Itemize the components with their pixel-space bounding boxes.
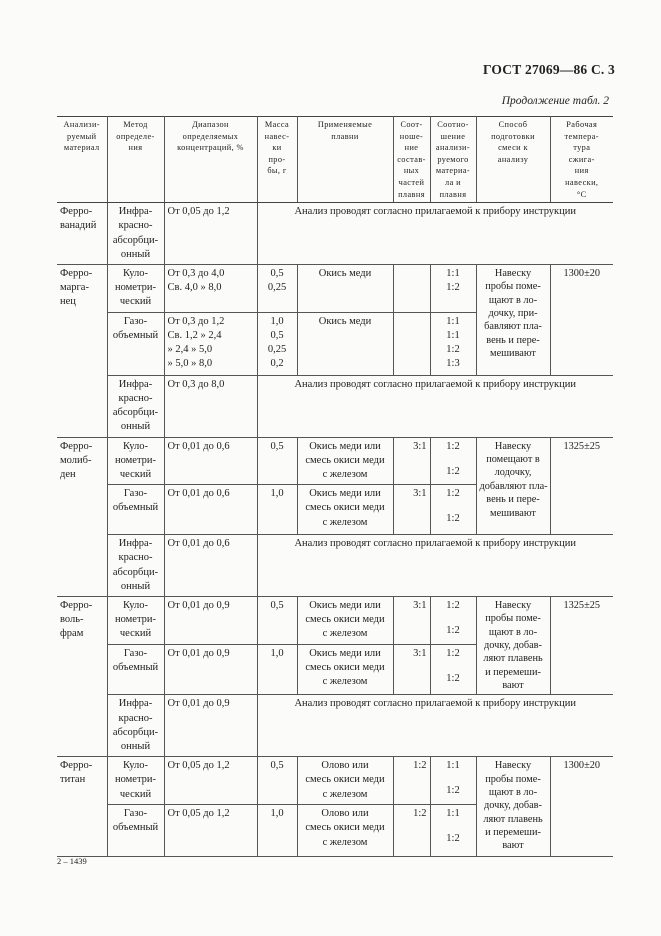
cell-line: абсорбци-	[112, 234, 159, 246]
cell-line: вают	[502, 840, 524, 852]
instruction-note-text: Анализ проводят согласно прилагаемой к прибору инструкции	[294, 206, 577, 218]
document-header-title: ГОСТ 27069—86 С. 3	[482, 62, 615, 77]
cell-line: красно-	[118, 712, 153, 724]
method-cell	[107, 203, 164, 265]
cell-line: От 0,01 до 0,6	[167, 440, 230, 452]
col-header-material-flux-ratio	[430, 117, 476, 203]
cell-line: Олово или	[321, 808, 369, 820]
cell-line: 0,5	[270, 440, 284, 452]
cell-line: ванадий	[60, 220, 97, 232]
cell-line: 1:2	[446, 440, 460, 452]
cell-line: Св. 1,2 » 2,4	[167, 330, 222, 342]
cell-line: От 0,01 до 0,6	[167, 538, 230, 550]
cell-line: ляют плавень	[483, 653, 543, 665]
instruction-note-cell	[257, 535, 613, 597]
cell-line: объемный	[112, 502, 159, 514]
flux-ratio-cell	[393, 805, 430, 857]
cell-line: От 0,05 до 1,2	[167, 206, 230, 218]
cell-line: объемный	[112, 330, 159, 342]
cell-line: Навеску	[494, 440, 532, 452]
cell-line: определе-	[116, 131, 155, 141]
sample-mass-cell	[257, 312, 297, 375]
flux-ratio-cell	[393, 264, 430, 312]
cell-line	[434, 454, 473, 465]
cell-line: Соот-	[400, 120, 423, 129]
cell-line: плавня	[398, 189, 425, 199]
cell-line: Способ	[498, 120, 528, 129]
cell-line: ческий	[119, 296, 152, 308]
cell-line: От 0,01 до 0,9	[167, 599, 230, 611]
method-cell	[107, 757, 164, 805]
flux-cell	[297, 312, 393, 375]
concentration-range-cell	[164, 695, 257, 757]
table-row	[57, 437, 613, 485]
cell-line: 1:2	[446, 513, 460, 525]
cell-line: с железом	[322, 468, 368, 480]
cell-line: Ферро-	[60, 440, 93, 452]
cell-line: с железом	[322, 628, 368, 640]
col-header-method	[107, 117, 164, 203]
cell-line: Инфра-	[118, 206, 153, 218]
cell-line: онный	[120, 421, 151, 433]
cell-line: плавни	[331, 131, 359, 141]
material-flux-ratio-cell	[430, 805, 476, 857]
flux-ratio-cell	[393, 757, 430, 805]
cell-line: 1:1	[446, 267, 460, 279]
cell-line: дочку, добав-	[484, 639, 542, 651]
material-cell	[57, 203, 107, 265]
method-cell	[107, 535, 164, 597]
cell-line: Рабочая	[566, 120, 598, 129]
concentration-range-cell	[164, 757, 257, 805]
cell-line: 1:2	[446, 599, 460, 611]
cell-line: щают в ло-	[488, 786, 538, 798]
method-cell	[107, 596, 164, 644]
concentration-range-cell	[164, 312, 257, 375]
cell-line: Св. 4,0 » 8,0	[167, 282, 222, 294]
cell-line: Ферро-	[60, 267, 93, 279]
cell-line: Куло-	[123, 599, 148, 611]
cell-line: Окись меди или	[309, 488, 381, 500]
material-flux-ratio-cell	[430, 312, 476, 375]
col-header-mass	[257, 117, 297, 203]
cell-line: От 0,01 до 0,6	[167, 488, 230, 500]
sample-mass-cell	[257, 437, 297, 485]
cell-line: навес-	[264, 131, 290, 141]
flux-ratio-cell	[393, 312, 430, 375]
cell-line: Инфра-	[118, 538, 153, 550]
cell-line: смесь окиси меди	[305, 774, 385, 786]
cell-line: лодочку,	[494, 467, 532, 479]
cell-line: плавня	[439, 189, 467, 199]
cell-line: ден	[60, 468, 76, 480]
table-row	[57, 203, 613, 265]
cell-line: мешивают	[490, 348, 536, 360]
cell-line: 1:1	[446, 760, 460, 772]
cell-line: Масса	[264, 120, 290, 129]
cell-line: От 0,01 до 0,9	[167, 698, 230, 710]
temperature-cell: 1300±20	[550, 264, 613, 375]
cell-line: анализи-	[435, 143, 471, 153]
material-flux-ratio-cell	[430, 485, 476, 535]
cell-line: пробы поме-	[485, 281, 541, 293]
cell-line: °С	[576, 189, 587, 199]
method-cell	[107, 645, 164, 695]
cell-line: 1,0	[270, 808, 284, 820]
col-header-flux	[297, 117, 393, 203]
cell-line: тура	[573, 143, 591, 153]
cell-line: Газо-	[123, 808, 148, 820]
flux-cell	[297, 805, 393, 857]
cell-line: нометри-	[114, 282, 157, 294]
cell-line: » 5,0 » 8,0	[167, 358, 213, 370]
cell-line: Ферро-	[60, 599, 93, 611]
cell-line: Окись меди или	[309, 648, 381, 660]
cell-line: нометри-	[114, 614, 157, 626]
cell-line: про-	[268, 154, 286, 164]
material-cell	[57, 437, 107, 596]
flux-cell	[297, 264, 393, 312]
cell-line: щают в ло-	[488, 626, 538, 638]
flux-ratio-cell	[393, 596, 430, 644]
table-continuation-label: Продолжение табл. 2	[501, 95, 609, 107]
cell-line: ноше-	[399, 131, 424, 141]
concentration-range-cell	[164, 203, 257, 265]
table-row	[57, 695, 613, 757]
cell-line: красно-	[118, 552, 153, 564]
cell-line: фрам	[60, 628, 84, 640]
cell-line: руемого	[437, 154, 469, 164]
cell-line: концентраций, %	[177, 143, 244, 153]
table-body	[57, 203, 613, 857]
cell-line: Навеску	[494, 599, 532, 611]
cell-line: руемый	[67, 131, 97, 141]
cell-line: темпера-	[564, 131, 599, 141]
cell-line: 1:2	[446, 488, 460, 500]
cell-line: 3:1	[413, 440, 427, 452]
material-flux-ratio-cell	[430, 645, 476, 695]
sample-mass-cell	[257, 757, 297, 805]
cell-line: нец	[60, 296, 76, 308]
method-cell	[107, 312, 164, 375]
sample-mass-cell	[257, 596, 297, 644]
cell-line: с железом	[322, 676, 368, 688]
cell-line: ния	[574, 166, 589, 176]
cell-line: смесь окиси меди	[305, 454, 385, 466]
cell-line: 1:2	[446, 833, 460, 845]
cell-line: дочку, добав-	[484, 800, 542, 812]
cell-line: с железом	[322, 516, 368, 528]
cell-line: молиб-	[60, 454, 92, 466]
cell-line: навески,	[565, 178, 599, 188]
cell-line: с железом	[322, 836, 368, 848]
cell-line: Соотно-	[437, 120, 469, 129]
cell-line: 1:1	[446, 808, 460, 820]
cell-line: Окись меди	[318, 315, 372, 327]
method-cell	[107, 695, 164, 757]
instruction-note-cell	[257, 203, 613, 265]
concentration-range-cell	[164, 805, 257, 857]
cell-line: 0,5	[270, 599, 284, 611]
cell-line: От 0,05 до 1,2	[167, 760, 230, 772]
cell-line: » 2,4 » 5,0	[167, 344, 213, 356]
cell-line: нометри-	[114, 774, 157, 786]
cell-line: Инфра-	[118, 698, 153, 710]
flux-cell	[297, 757, 393, 805]
cell-line: Олово или	[321, 760, 369, 772]
cell-line: объемный	[112, 822, 159, 834]
cell-line	[434, 613, 473, 624]
cell-line: ческий	[119, 788, 152, 800]
cell-line: 1:3	[446, 358, 460, 370]
cell-line: Газо-	[123, 648, 148, 660]
cell-line	[434, 821, 473, 832]
concentration-range-cell	[164, 645, 257, 695]
cell-line: пробы поме-	[485, 773, 541, 785]
cell-line: Куло-	[123, 760, 148, 772]
cell-line: вень и пере-	[486, 494, 540, 506]
cell-line: 1:2	[446, 673, 460, 685]
sample-mass-cell	[257, 645, 297, 695]
cell-line: ляют плавень	[483, 813, 543, 825]
cell-line: 0,25	[267, 282, 287, 294]
cell-line: красно-	[118, 220, 153, 232]
material-flux-ratio-cell	[430, 264, 476, 312]
cell-line: 1:2	[446, 465, 460, 477]
instruction-note-text: Анализ проводят согласно прилагаемой к прибору инструкции	[294, 378, 577, 390]
instruction-note-cell	[257, 375, 613, 437]
col-header-temperature	[550, 117, 613, 203]
cell-line: Газо-	[123, 488, 148, 500]
flux-cell	[297, 485, 393, 535]
cell-line: 1:2	[446, 344, 460, 356]
cell-line	[434, 773, 473, 784]
flux-ratio-cell	[393, 485, 430, 535]
material-flux-ratio-cell	[430, 596, 476, 644]
cell-line: 0,5	[270, 760, 284, 772]
cell-line: Окись меди или	[309, 599, 381, 611]
concentration-range-cell	[164, 485, 257, 535]
instruction-note-text: Анализ проводят согласно прилагаемой к прибору инструкции	[294, 538, 577, 550]
cell-line: ческий	[119, 468, 152, 480]
cell-line: абсорбци-	[112, 566, 159, 578]
cell-line: От 0,3 до 8,0	[167, 378, 225, 390]
method-cell	[107, 485, 164, 535]
cell-line: объемный	[112, 662, 159, 674]
cell-line: смесь окиси меди	[305, 502, 385, 514]
cell-line: 1:2	[446, 785, 460, 797]
flux-cell	[297, 645, 393, 695]
concentration-range-cell	[164, 264, 257, 312]
table-row	[57, 375, 613, 437]
table-row	[57, 535, 613, 597]
cell-line: От 0,3 до 1,2	[167, 315, 225, 327]
cell-line: бы, г	[267, 166, 287, 176]
material-cell	[57, 596, 107, 756]
cell-line: Ферро-	[60, 206, 93, 218]
cell-line: От 0,01 до 0,9	[167, 648, 230, 660]
sample-mass-cell	[257, 805, 297, 857]
table-row	[57, 757, 613, 805]
cell-line: смесь окиси меди	[305, 614, 385, 626]
cell-line: ки	[272, 143, 282, 153]
material-cell	[57, 264, 107, 437]
cell-line: От 0,3 до 4,0	[167, 267, 225, 279]
cell-line: смесь окиси меди	[305, 662, 385, 674]
concentration-range-cell	[164, 437, 257, 485]
table-header-row	[57, 117, 613, 203]
flux-cell	[297, 596, 393, 644]
preparation-cell	[476, 596, 550, 695]
cell-line: определяемых	[182, 131, 239, 141]
cell-line: абсорбци-	[112, 726, 159, 738]
cell-line: Метод	[123, 120, 148, 129]
temperature-cell: 1325±25	[550, 596, 613, 695]
preparation-cell	[476, 757, 550, 857]
cell-line: 0,2	[270, 358, 284, 370]
sample-mass-cell	[257, 264, 297, 312]
cell-line: вают	[502, 680, 524, 692]
cell-line: пробы поме-	[485, 613, 541, 625]
cell-line: Диапазон	[192, 120, 229, 129]
cell-line: титан	[60, 774, 86, 786]
cell-line: ла и	[445, 178, 461, 188]
cell-line: смесь окиси меди	[305, 822, 385, 834]
material-cell	[57, 757, 107, 857]
cell-line: абсорбци-	[112, 407, 159, 419]
cell-line: 1:2	[446, 625, 460, 637]
cell-line	[434, 501, 473, 512]
instruction-note-cell	[257, 695, 613, 757]
cell-line: 1,0	[270, 315, 284, 327]
cell-line: 1,0	[270, 648, 284, 660]
col-header-range	[164, 117, 257, 203]
col-header-flux-ratio	[393, 117, 430, 203]
cell-line: 1:2	[446, 282, 460, 294]
cell-line: 3:1	[413, 599, 427, 611]
cell-line: Окись меди	[318, 267, 372, 279]
cell-line: шение	[440, 131, 466, 141]
preparation-cell	[476, 437, 550, 535]
method-cell	[107, 264, 164, 312]
cell-line: ние	[404, 143, 419, 153]
cell-line: бавляют пла-	[484, 321, 542, 333]
cell-line: 1:2	[413, 760, 427, 772]
cell-line: От 0,05 до 1,2	[167, 808, 230, 820]
method-cell	[107, 805, 164, 857]
cell-line: и перемеши-	[485, 827, 541, 839]
cell-line: Ферро-	[60, 760, 93, 772]
material-flux-ratio-cell	[430, 757, 476, 805]
preparation-cell	[476, 264, 550, 375]
temperature-cell: 1300±20	[550, 757, 613, 857]
concentration-range-cell	[164, 596, 257, 644]
print-code: 2 – 1439	[57, 856, 87, 866]
method-cell	[107, 437, 164, 485]
cell-line: 3:1	[413, 488, 427, 500]
cell-line: добавляют пла-	[479, 480, 548, 492]
flux-ratio-cell	[393, 645, 430, 695]
cell-line: мешивают	[490, 507, 536, 519]
cell-line: Газо-	[123, 315, 148, 327]
cell-line: Куло-	[123, 440, 148, 452]
cell-line: вень и пере-	[486, 334, 540, 346]
cell-line: частей	[398, 178, 425, 188]
cell-line: Применяемые	[317, 120, 373, 129]
cell-line: ных	[403, 166, 420, 176]
table-row	[57, 264, 613, 312]
analysis-methods-table	[57, 116, 613, 857]
cell-line: 0,5	[270, 267, 284, 279]
cell-line: 1:2	[446, 648, 460, 660]
cell-line: 0,5	[270, 330, 284, 342]
cell-line: 1,0	[270, 488, 284, 500]
cell-line: 0,25	[267, 344, 287, 356]
cell-line: ческий	[119, 628, 152, 640]
concentration-range-cell	[164, 375, 257, 437]
instruction-note-text: Анализ проводят согласно прилагаемой к прибору инструкции	[294, 698, 577, 710]
cell-line: Куло-	[123, 267, 148, 279]
cell-line: анализу	[497, 154, 529, 164]
cell-line: щают в ло-	[488, 294, 538, 306]
cell-line: состав-	[397, 154, 426, 164]
cell-line: материа-	[435, 166, 471, 176]
cell-line: воль-	[60, 614, 84, 626]
cell-line: помещают в	[486, 454, 540, 466]
cell-line: онный	[120, 248, 151, 260]
temperature-cell: 1325±25	[550, 437, 613, 535]
cell-line: 3:1	[413, 648, 427, 660]
cell-line: и перемеши-	[485, 666, 541, 678]
cell-line: Инфра-	[118, 378, 153, 390]
cell-line: нометри-	[114, 454, 157, 466]
cell-line: 1:2	[413, 808, 427, 820]
concentration-range-cell	[164, 535, 257, 597]
cell-line: онный	[120, 580, 151, 592]
cell-line: Окись меди или	[309, 440, 381, 452]
flux-cell	[297, 437, 393, 485]
method-cell	[107, 375, 164, 437]
cell-line: красно-	[118, 393, 153, 405]
cell-line: онный	[120, 740, 151, 752]
cell-line: 1:1	[446, 315, 460, 327]
sample-mass-cell	[257, 485, 297, 535]
cell-line	[434, 661, 473, 672]
cell-line: дочку, при-	[488, 308, 538, 320]
cell-line: материал	[63, 143, 100, 153]
flux-ratio-cell	[393, 437, 430, 485]
material-flux-ratio-cell	[430, 437, 476, 485]
cell-line: 1:1	[446, 330, 460, 342]
col-header-material	[57, 117, 107, 203]
cell-line: Анализи-	[63, 120, 100, 129]
cell-line: ния	[128, 143, 143, 153]
cell-line: с железом	[322, 788, 368, 800]
col-header-preparation	[476, 117, 550, 203]
cell-line: марга-	[60, 282, 89, 294]
cell-line: Навеску	[494, 760, 532, 772]
table-row	[57, 596, 613, 644]
cell-line: Навеску	[494, 267, 532, 279]
cell-line: смеси к	[498, 143, 528, 153]
cell-line: сжига-	[568, 154, 595, 164]
cell-line: подготовки	[491, 131, 535, 141]
